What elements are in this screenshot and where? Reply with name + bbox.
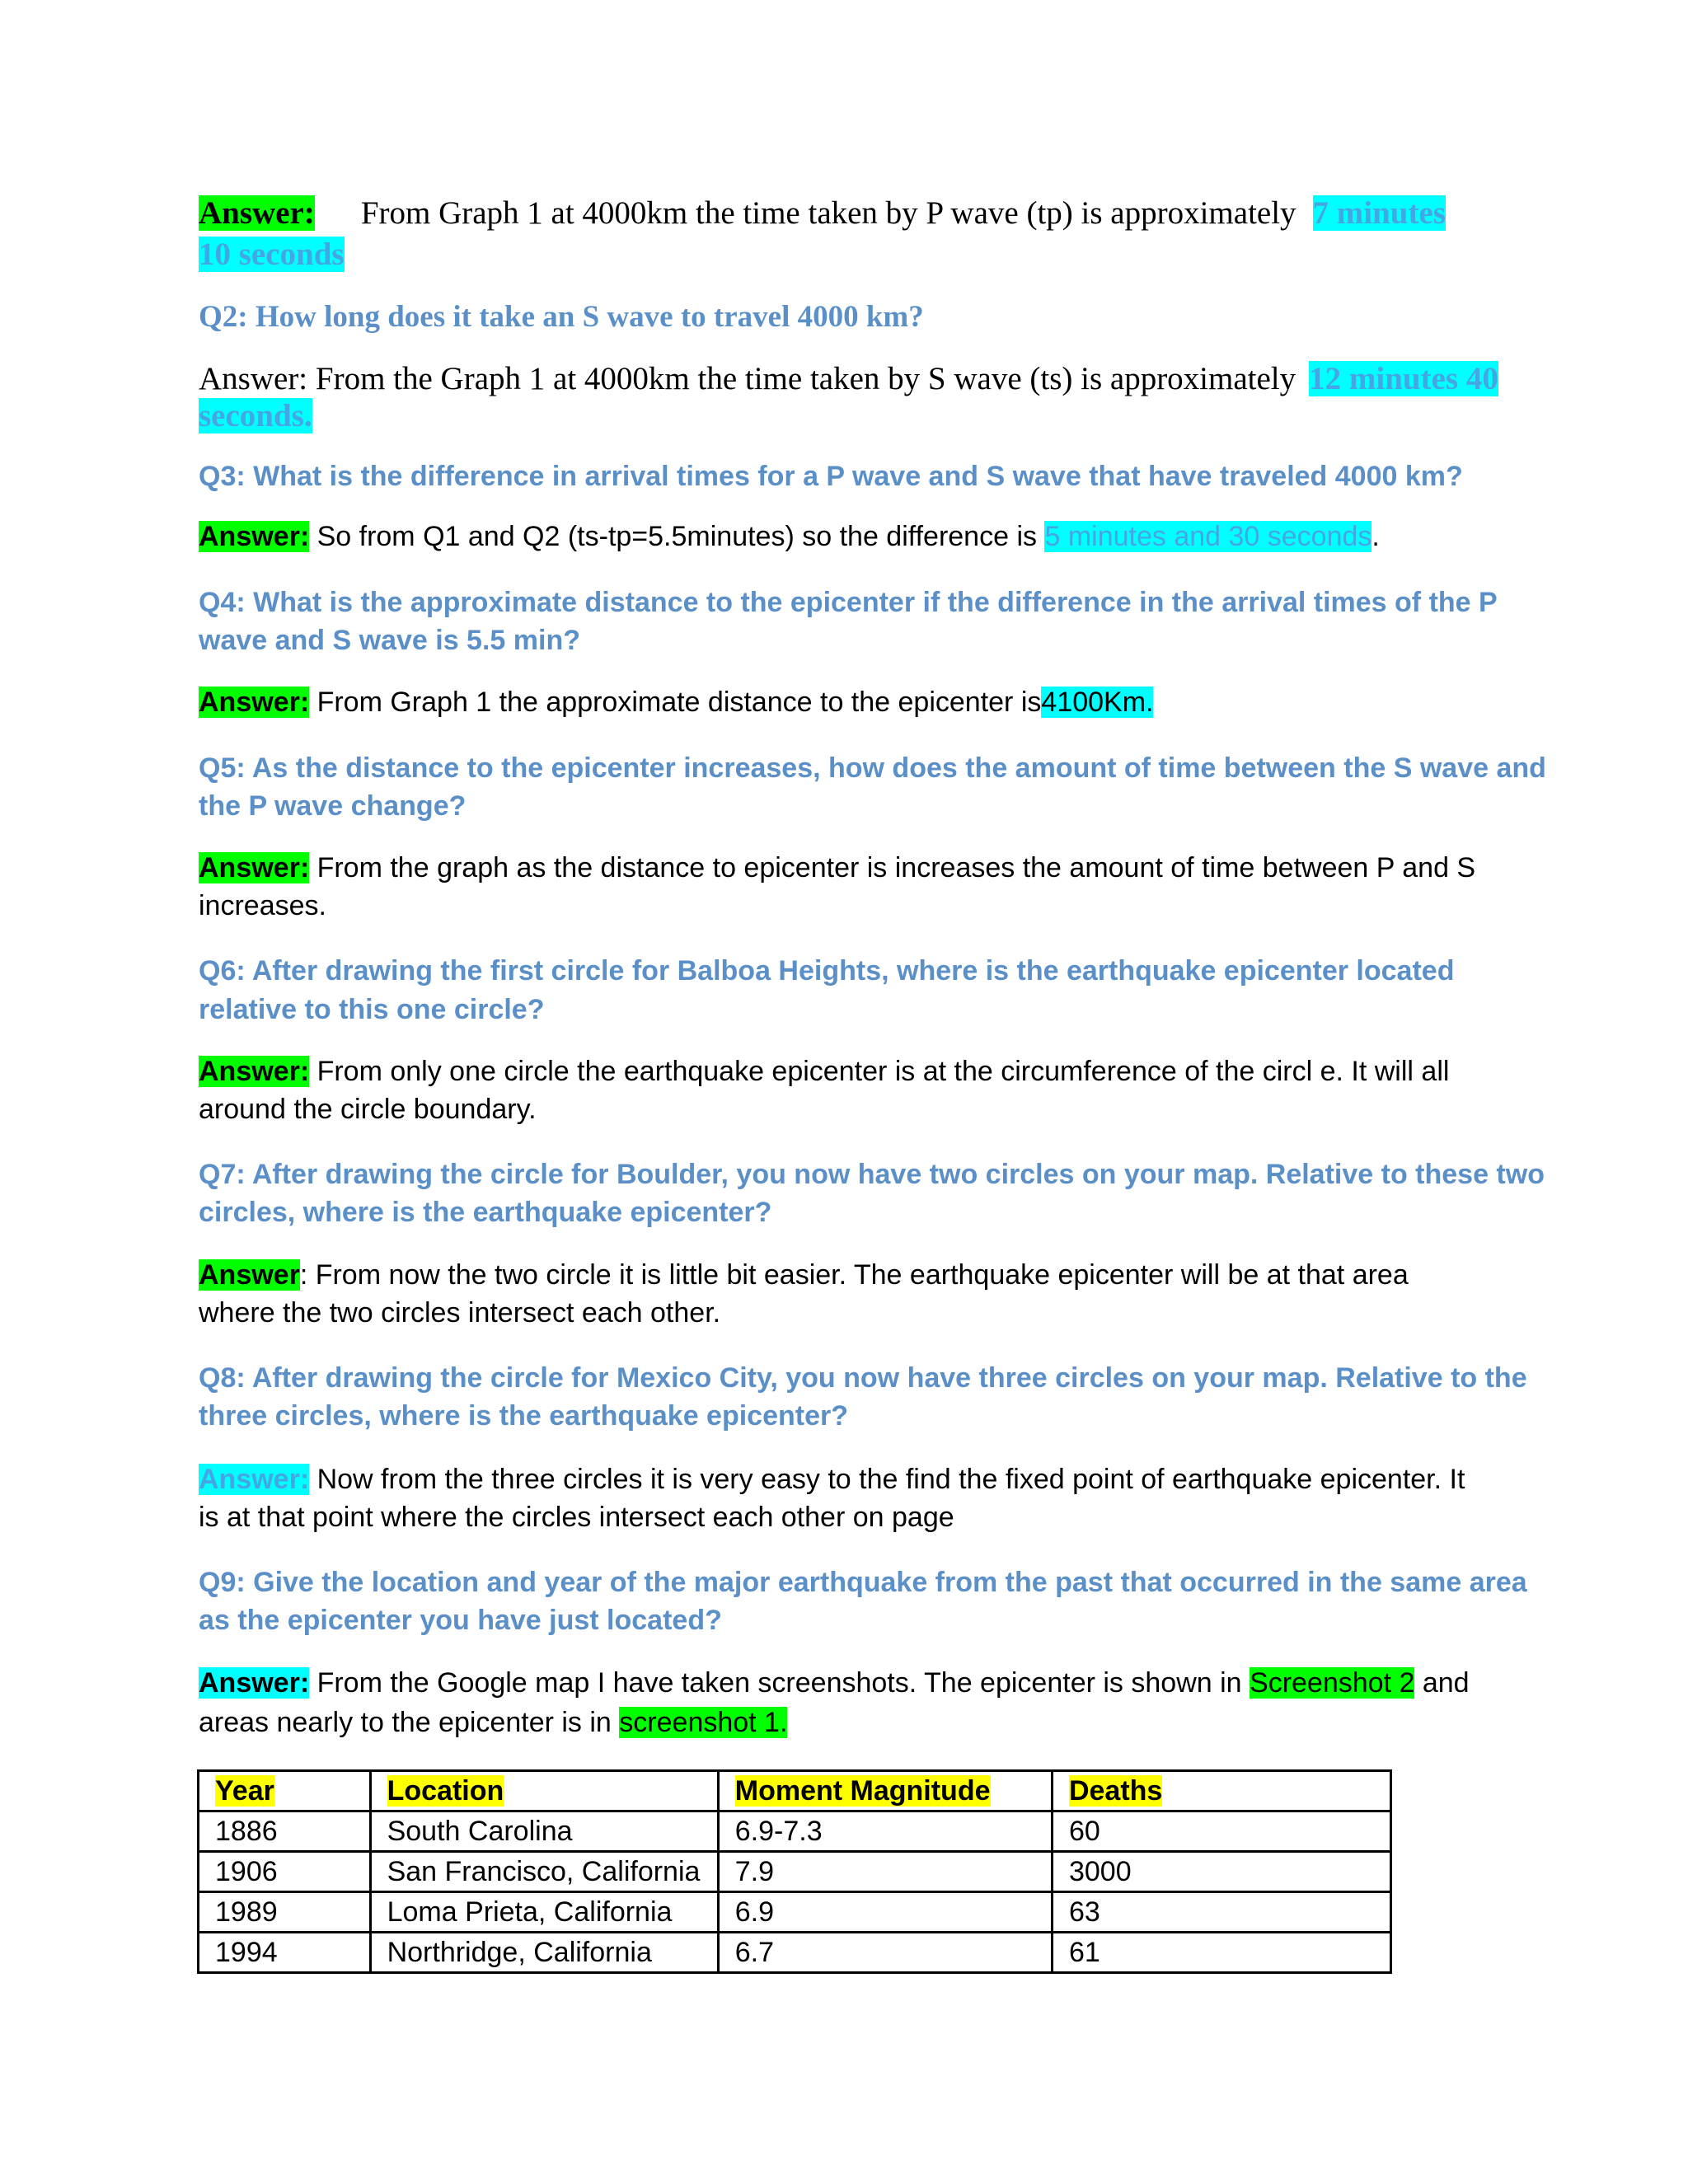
highlighted-answer: 10 seconds xyxy=(199,237,345,272)
highlighted-answer: 4100Km. xyxy=(1041,687,1154,718)
answer-text: areas nearly to the epicenter is in xyxy=(199,1707,612,1738)
q9-answer-line2 xyxy=(199,1707,787,1739)
q1-answer-line1 xyxy=(199,194,1446,232)
cell-magnitude: 6.9 xyxy=(718,1892,1052,1933)
q4-question-line2: wave and S wave is 5.5 min? xyxy=(199,625,580,656)
q9-question-line1: Q9: Give the location and year of the major earthquake from the past that occurred in the same area xyxy=(199,1567,1527,1598)
cell-deaths: 3000 xyxy=(1052,1852,1390,1892)
cell-magnitude: 7.9 xyxy=(718,1852,1052,1892)
q5-question-line1: Q5: As the distance to the epicenter increases, how does the amount of time between the S wave and xyxy=(199,752,1546,784)
q4-answer xyxy=(199,687,1153,719)
answer-text: So from Q1 and Q2 (ts-tp=5.5minutes) so the difference is xyxy=(316,521,1038,552)
answer-label: Answer: xyxy=(199,1464,310,1495)
header-label: Location xyxy=(387,1774,504,1807)
table-row xyxy=(199,1933,1391,1973)
answer-text: Answer: From the Graph 1 at 4000km the time taken by S wave (ts) is approximately xyxy=(199,361,1296,396)
table-row xyxy=(199,1852,1391,1892)
cell-location: South Carolina xyxy=(370,1811,718,1852)
answer-label: Answer: xyxy=(199,1667,310,1699)
header-label: Year xyxy=(215,1774,274,1807)
highlighted-answer: seconds. xyxy=(199,398,312,434)
answer-label: Answer: xyxy=(199,521,310,552)
q5-answer-line1 xyxy=(199,852,1475,884)
cell-magnitude: 6.7 xyxy=(718,1933,1052,1973)
header-label: Deaths xyxy=(1068,1774,1163,1807)
q1-answer-line2 xyxy=(199,236,345,273)
cell-deaths: 63 xyxy=(1052,1892,1390,1933)
q9-question-line2: as the epicenter you have just located? xyxy=(199,1605,722,1636)
q7-question-line1: Q7: After drawing the circle for Boulder, you now have two circles on your map. Relative to these two xyxy=(199,1159,1545,1190)
answer-label: Answer xyxy=(199,1259,300,1291)
cell-year: 1886 xyxy=(199,1811,371,1852)
q6-question-line2: relative to this one circle? xyxy=(199,994,545,1025)
q8-answer-line1 xyxy=(199,1464,1465,1496)
q2-answer-line1 xyxy=(199,360,1498,397)
answer-text: From Graph 1 the approximate distance to the epicenter is xyxy=(316,687,1042,718)
earthquake-table xyxy=(197,1769,1392,1974)
header-label: Moment Magnitude xyxy=(734,1774,991,1807)
answer-text: : From now the two circle it is little bit easier. The earthquake epicenter will be at that area xyxy=(299,1259,1409,1291)
cell-year: 1906 xyxy=(199,1852,371,1892)
cell-deaths: 61 xyxy=(1052,1933,1390,1973)
q6-question-line1: Q6: After drawing the first circle for Balboa Heights, where is the earthquake epicenter located xyxy=(199,955,1455,987)
q9-answer-line1 xyxy=(199,1667,1470,1699)
q6-answer-line1 xyxy=(199,1056,1449,1088)
answer-label: Answer: xyxy=(199,852,310,883)
cell-deaths: 60 xyxy=(1052,1811,1390,1852)
highlighted-answer: 7 minutes xyxy=(1312,195,1446,231)
q2-question: Q2: How long does it take an S wave to travel 4000 km? xyxy=(199,300,924,334)
answer-text: From only one circle the earthquake epicenter is at the circumference of the circl e. It will all xyxy=(316,1056,1450,1087)
answer-label: Answer: xyxy=(199,1056,310,1087)
answer-text: and xyxy=(1422,1667,1470,1699)
header-year xyxy=(199,1771,371,1811)
answer-text: From the graph as the distance to epicenter is increases the amount of time between P and S xyxy=(316,852,1476,883)
q3-question: Q3: What is the difference in arrival times for a P wave and S wave that have traveled 4000 km? xyxy=(199,461,1463,492)
answer-text: Now from the three circles it is very easy to the find the fixed point of earthquake epicenter. It xyxy=(316,1464,1465,1495)
answer-label: Answer: xyxy=(199,195,315,231)
q4-question-line1: Q4: What is the approximate distance to the epicenter if the difference in the arrival times of the P xyxy=(199,587,1498,618)
q8-question-line2: three circles, where is the earthquake epicenter? xyxy=(199,1400,848,1432)
header-location xyxy=(370,1771,718,1811)
q7-answer-line2: where the two circles intersect each other. xyxy=(199,1297,721,1329)
q8-question-line1: Q8: After drawing the circle for Mexico City, you now have three circles on your map. Relative to the xyxy=(199,1362,1527,1394)
highlighted-answer: 5 minutes and 30 seconds xyxy=(1044,521,1372,552)
q6-answer-line2: around the circle boundary. xyxy=(199,1094,537,1125)
q7-question-line2: circles, where is the earthquake epicenter? xyxy=(199,1197,772,1228)
header-deaths xyxy=(1052,1771,1390,1811)
q5-answer-line2: increases. xyxy=(199,890,326,921)
header-magnitude xyxy=(718,1771,1052,1811)
q8-answer-line2: is at that point where the circles intersect each other on page xyxy=(199,1502,954,1533)
highlighted-reference: screenshot 1. xyxy=(619,1707,788,1738)
cell-location: Northridge, California xyxy=(370,1933,718,1973)
q5-question-line2: the P wave change? xyxy=(199,790,467,822)
cell-year: 1989 xyxy=(199,1892,371,1933)
answer-text: From Graph 1 at 4000km the time taken by P wave (tp) is approximately xyxy=(360,195,1296,231)
highlighted-answer: 12 minutes 40 xyxy=(1309,361,1498,396)
cell-magnitude: 6.9-7.3 xyxy=(718,1811,1052,1852)
answer-text: From the Google map I have taken screenshots. The epicenter is shown in xyxy=(316,1667,1242,1699)
table-header-row xyxy=(199,1771,1391,1811)
cell-year: 1994 xyxy=(199,1933,371,1973)
table-row xyxy=(199,1892,1391,1933)
answer-label: Answer: xyxy=(199,687,310,718)
highlighted-reference: Screenshot 2 xyxy=(1250,1667,1415,1699)
table-row xyxy=(199,1811,1391,1852)
q7-answer-line1 xyxy=(199,1259,1409,1291)
q3-answer xyxy=(199,521,1380,553)
cell-location: San Francisco, California xyxy=(370,1852,718,1892)
cell-location: Loma Prieta, California xyxy=(370,1892,718,1933)
answer-text-end: . xyxy=(1372,521,1380,552)
q2-answer-line2 xyxy=(199,397,312,434)
